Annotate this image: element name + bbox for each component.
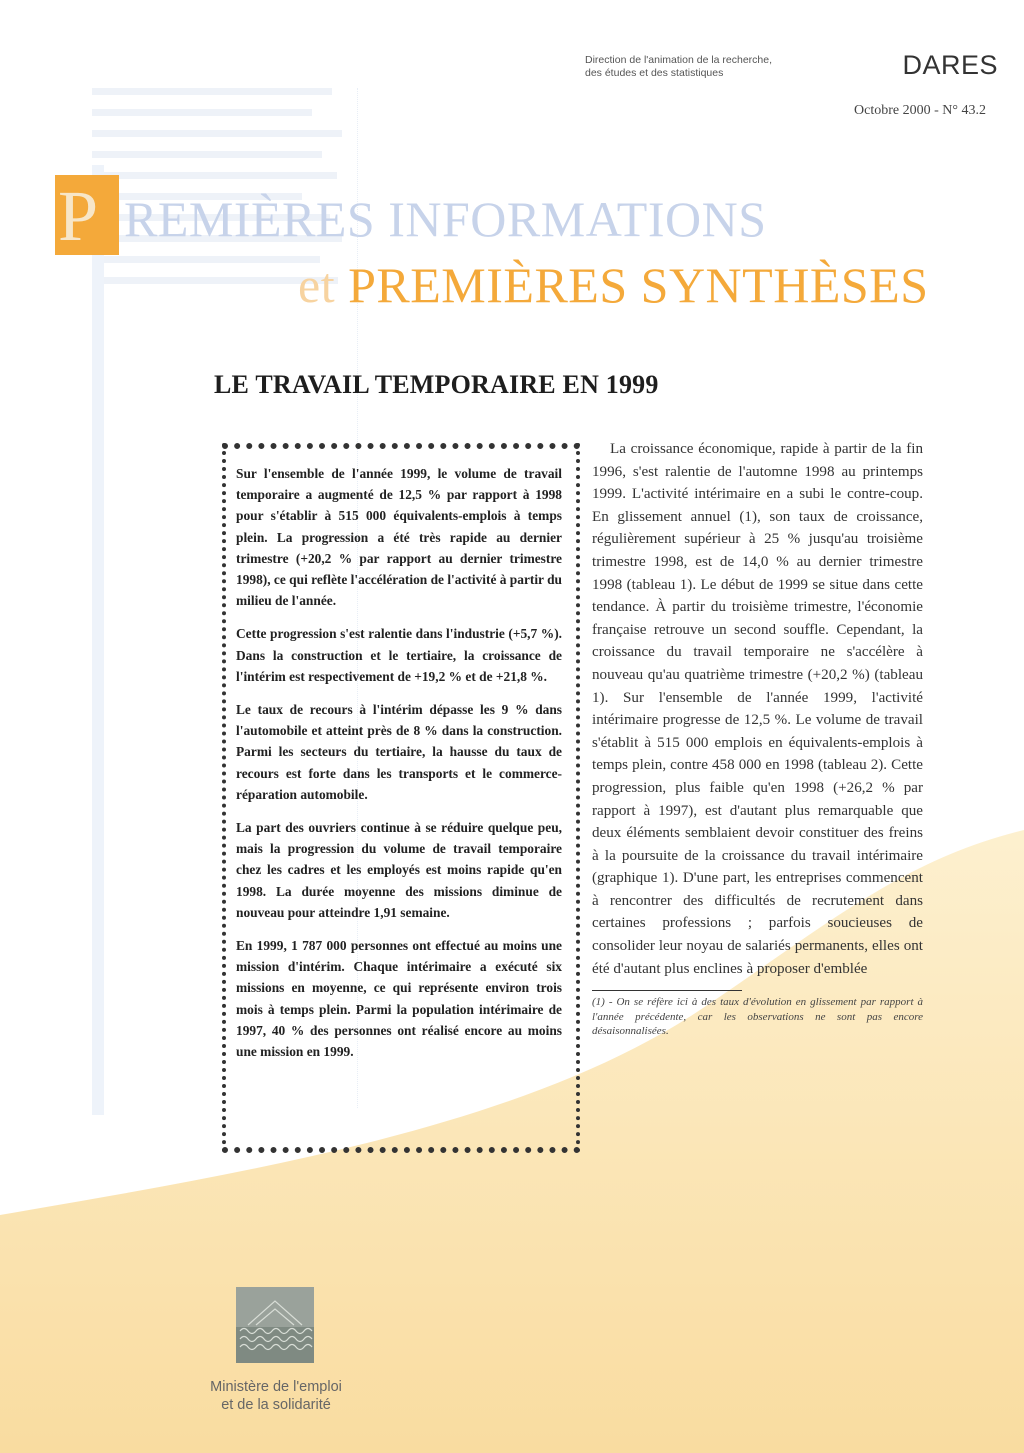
ministry-name [186, 1378, 366, 1414]
footnote-rule [592, 990, 742, 991]
summary-paragraph-3: Le taux de recours à l'intérim dépasse les 9 % dans l'automobile et atteint près de 8 % dans la construction. Parmi les secteurs du tertiaire, la hausse du taux de recours est forte dans les transports et le commerce-réparation automobile. [236, 702, 562, 802]
summary-box [222, 443, 580, 1153]
ministry-logo-icon [236, 1287, 314, 1363]
issue-number: Octobre 2000 - N° 43.2 [854, 103, 986, 118]
masthead-initial: P [58, 176, 99, 256]
ministry-line-1: Ministère de l'emploi [210, 1379, 342, 1395]
summary-paragraph-2: Cette progression s'est ralentie dans l'industrie (+5,7 %). Dans la construction et le tertiaire, la croissance de l'intérim est respectivement de +19,2 % et de +21,8 %. [236, 626, 562, 684]
masthead-line-2-text: PREMIÈRES SYNTHÈSES [348, 257, 929, 313]
ministry-line-2: et de la solidarité [221, 1397, 331, 1413]
organization-name [585, 54, 845, 80]
article-body-text: La croissance économique, rapide à partir de la fin 1996, s'est ralentie de l'automne 1998 au printemps 1999. L'activité intérimaire en a subi le contre-coup. En glissement annuel (1), son taux de croissance, régulièrement supérieur à 25 % jusqu'au troisième trimestre 1998, est de 14,0 % au dernier trimestre 1998 (tableau 1). Le début de 1999 se situe dans cette tendance. À partir du troisième trimestre, l'économie française retrouve un second souffle. Cependant, la croissance du travail temporaire ne s'accélère à nouveau qu'au quatrième trimestre (+20,2 %) (tableau 1). Sur l'ensemble de l'année 1999, l'activité intérimaire progresse de 12,5 %. Le volume de travail s'établit à 515 000 emplois en équivalents-emplois à temps plein, contre 458 000 en 1998 (tableau 2). Cette progression, plus faible qu'en 1998 (+26,2 % par rapport à 1997), est d'autant plus remarquable que deux éléments semblaient devoir constituer des freins à la poursuite de la croissance du travail intérimaire (graphique 1). D'une part, les entreprises commencent à rencontrer des difficultés de recrutement dans certaines professions ; parfois soucieuses de consolider leur noyau de salariés permanents, elles ont été d'autant plus enclines à proposer d'emblée [592, 441, 923, 977]
summary-paragraph-1: Sur l'ensemble de l'année 1999, le volume de travail temporaire a augmenté de 12,5 % par rapport à 1998 pour s'établir à 515 000 équivalents-emplois à temps plein. La progression a été très rapide au dernier trimestre (+20,2 % par rapport au dernier trimestre 1998), ce qui reflète l'accélération de l'activité à partir du milieu de l'année. [236, 466, 563, 609]
brand-dares: DARES [902, 50, 998, 80]
masthead-line-1: REMIÈRES INFORMATIONS [124, 191, 767, 247]
organization-line-1: Direction de l'animation de la recherche, [585, 54, 773, 66]
summary-paragraph-4: La part des ouvriers continue à se réduire quelque peu, mais la progression du volume de travail temporaire chez les cadres et les employés est moins rapide qu'en 1998. La durée moyenne des missions diminue de nouveau pour atteindre 1,91 semaine. [236, 820, 562, 920]
organization-line-2: des études et des statistiques [585, 67, 724, 79]
summary-paragraph-5: En 1999, 1 787 000 personnes ont effectué au moins une mission d'intérim. Chaque intérimaire a exécuté six missions en moyenne, ce qui représente environ trois mois à temps plein. Parmi la population intérimaire de 1997, 40 % des personnes ont réalisé encore au moins une mission en 1999. [236, 938, 562, 1060]
masthead-line-2 [298, 254, 929, 316]
article-title: LE TRAVAIL TEMPORAIRE EN 1999 [214, 370, 659, 399]
footnote: (1) - On se réfère ici à des taux d'évolution en glissement par rapport à l'année précédente, car les observations ne sont pas encore désaisonnalisées. [592, 996, 923, 1038]
article-body-column [592, 438, 923, 1039]
masthead-et: et [298, 257, 336, 313]
